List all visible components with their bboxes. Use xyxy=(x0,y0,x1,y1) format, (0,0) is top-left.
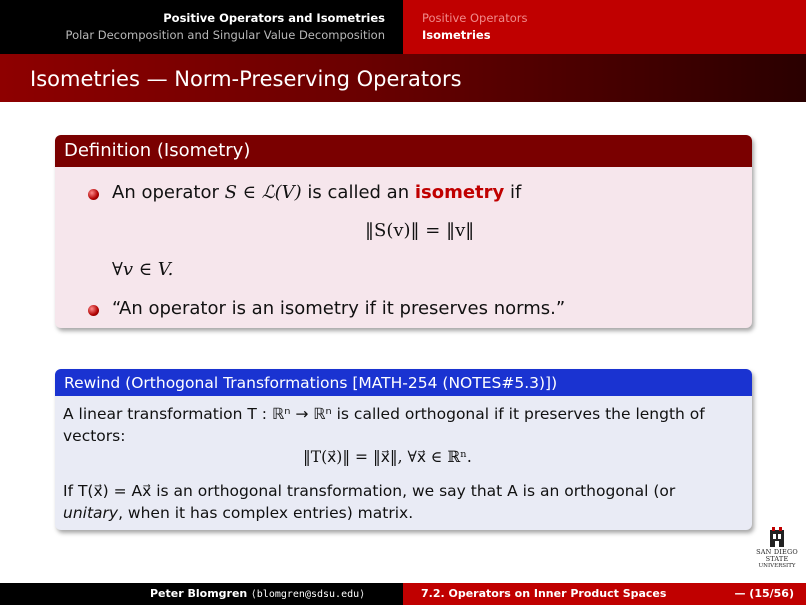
rewind-block xyxy=(55,369,752,530)
sdsu-emblem-icon xyxy=(768,527,786,549)
section-nav xyxy=(0,0,403,54)
definition-item-1: An operator S ∈ ℒ(V) is called an isometry if xyxy=(112,182,522,203)
rewind-line-2: vectors: xyxy=(63,427,126,445)
author-email: ⟨blomgren@sdsu.edu⟩ xyxy=(250,589,366,600)
definition-forall: ∀v ∈ V. xyxy=(112,259,174,280)
subsection-link-prev[interactable]: Positive Operators xyxy=(422,11,528,25)
rewind-line-3: If T(x⃗) = Ax⃗ is an orthogonal transformation, we say that A is an orthogonal (or xyxy=(63,482,676,500)
definition-title: Definition (Isometry) xyxy=(55,135,752,167)
logo-line-2: UNIVERSITY xyxy=(758,563,796,569)
section-link-active[interactable]: Positive Operators and Isometries xyxy=(163,11,385,25)
footer-author xyxy=(0,583,403,605)
author-name: Peter Blomgren xyxy=(150,587,248,600)
frame-title: Isometries — Norm-Preserving Operators xyxy=(0,54,806,102)
bullet-icon xyxy=(88,189,99,200)
definition-block xyxy=(55,135,752,328)
subsection-nav xyxy=(403,0,806,54)
subsection-link-current[interactable]: Isometries xyxy=(422,28,491,42)
keyword-isometry: isometry xyxy=(414,182,505,203)
footer-right xyxy=(403,583,806,605)
rewind-equation: ‖T(x⃗)‖ = ‖x⃗‖, ∀x⃗ ∈ ℝⁿ. xyxy=(303,448,472,466)
rewind-title: Rewind (Orthogonal Transformations [MATH-254 (NOTES#5.3)]) xyxy=(55,369,752,396)
emph-unitary: unitary xyxy=(63,504,119,522)
footer-section[interactable]: 7.2. Operators on Inner Product Spaces xyxy=(421,587,667,600)
definition-equation: ‖S(v)‖ = ‖v‖ xyxy=(365,220,475,241)
math-operator: S ∈ ℒ(V) xyxy=(224,182,302,203)
slide-header xyxy=(0,0,806,54)
rewind-line-4: unitary, when it has complex entries) matrix. xyxy=(63,504,414,522)
definition-item-2: “An operator is an isometry if it preserves norms.” xyxy=(112,298,566,319)
page-number: — (15/56) xyxy=(734,587,794,600)
bullet-icon xyxy=(88,305,99,316)
rewind-line-1: A linear transformation T : ℝⁿ → ℝⁿ is called orthogonal if it preserves the length of xyxy=(63,405,705,423)
sdsu-logo xyxy=(752,527,802,570)
slide-footer xyxy=(0,583,806,605)
section-link-inactive[interactable]: Polar Decomposition and Singular Value Decomposition xyxy=(65,28,385,42)
logo-line-1: SAN DIEGO STATE xyxy=(756,548,798,563)
